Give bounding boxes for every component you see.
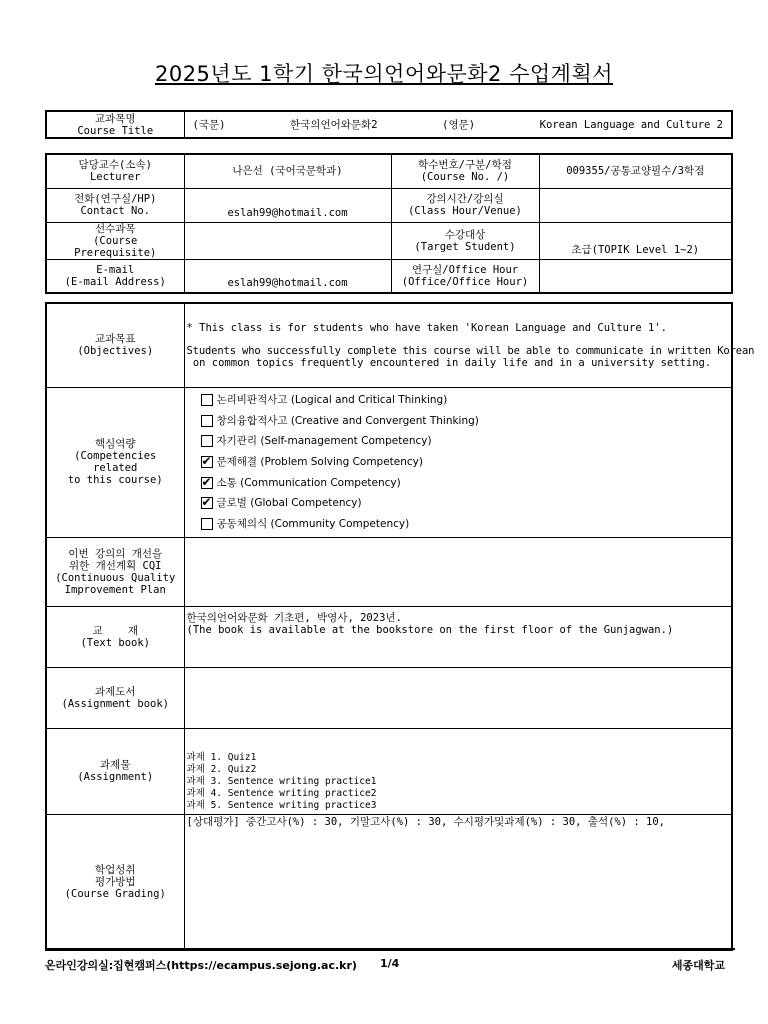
target-label-ko: 수강대상 [444, 228, 486, 241]
contact-value: eslah99@hotmail.com [184, 188, 391, 222]
checkbox[interactable] [201, 518, 213, 530]
competencies-label [46, 387, 184, 537]
assignment-book-content [184, 667, 732, 728]
cqi-content [184, 537, 732, 606]
assignment-item: 과제 5. Sentence writing practice3 [186, 799, 377, 811]
assignment-book-label-ko: 과제도서 [94, 685, 136, 698]
course-no-label [391, 154, 539, 188]
course-no-label-en: (Course No. /) [420, 171, 510, 184]
assignment-label-en: (Assignment) [77, 771, 154, 783]
prereq-value [184, 222, 391, 259]
class-hour-label [391, 188, 539, 222]
grading-content [184, 814, 732, 950]
grading-label-line: (Course Grading) [64, 887, 166, 900]
competency-item[interactable] [185, 472, 732, 493]
assignment-book-label-en: (Assignment book) [61, 697, 169, 710]
assignment-label [46, 728, 184, 814]
cqi-label-line: (Continuous Quality [55, 571, 176, 584]
competency-label: 자기관리 (Self-management Competency) [216, 435, 432, 448]
office-label [391, 259, 539, 293]
grading-text: [상대평가] 중간고사(%) : 30, 기말고사(%) : 30, 수시평가및과제(%) : 30, 출석(%) : 10, [186, 815, 666, 828]
objectives-line: * This class is for students who have taken 'Korean Language and Culture 1'. [186, 322, 667, 334]
lecturer-label [46, 154, 184, 188]
office-label-en: (Office/Office Hour) [401, 275, 529, 288]
cqi-label [46, 537, 184, 606]
office-label-ko: 연구실/Office Hour [411, 263, 519, 276]
assignment-list [184, 728, 732, 814]
cqi-label-line: Improvement Plan [64, 583, 166, 596]
objectives-label-ko: 교과목표 [94, 333, 136, 346]
competency-item[interactable] [185, 514, 732, 535]
checkbox[interactable] [201, 456, 213, 468]
competency-item[interactable] [185, 493, 732, 514]
assignment-book-label [46, 667, 184, 728]
objectives-label-en: (Objectives) [77, 345, 154, 358]
grading-label [46, 814, 184, 950]
syllabus-table [45, 302, 755, 951]
contact-label-en: Contact No. [80, 205, 151, 217]
textbook-line: 한국의언어와문화 기초편, 박영사, 2023년. [186, 611, 402, 624]
textbook-label-ko: 교 재 [92, 624, 139, 637]
textbook-label-en: (Text book) [80, 636, 151, 649]
textbook-line: (The book is available at the bookstore on the first floor of the Gunjagwan.) [186, 623, 674, 636]
contact-label [46, 188, 184, 222]
email-label [46, 259, 184, 293]
prereq-label-ko: 선수과목 [94, 222, 136, 235]
competencies-label-en: to this course) [67, 474, 163, 486]
cqi-label-line: 이번 강의의 개선을 [68, 547, 163, 560]
competencies-list [184, 387, 732, 537]
office-value [539, 259, 732, 293]
kr-course-name: 한국의언어와문화2 [290, 118, 378, 131]
course-no-value: 009355/공통교양필수/3학점 [539, 154, 732, 188]
course-title-label [46, 111, 184, 138]
target-label-en: (Target Student) [414, 240, 516, 253]
competency-label: 문제해결 (Problem Solving Competency) [216, 456, 423, 468]
footer-university: 세종대학교 [671, 959, 725, 972]
lecturer-label-ko: 담당교수(소속) [78, 159, 152, 172]
competency-item[interactable] [185, 410, 732, 431]
checkbox[interactable] [201, 497, 213, 509]
contact-label-ko: 전화(연구실/HP) [74, 193, 157, 205]
grading-label-line: 학업성취 [94, 863, 136, 876]
course-info-table [45, 153, 733, 294]
textbook-label [46, 606, 184, 667]
en-course-name: Korean Language and Culture 2 [539, 118, 723, 131]
competency-label: 소통 (Communication Competency) [216, 476, 401, 489]
page-title: 2025년도 1학기 한국의언어와문화2 수업계획서 [154, 62, 614, 86]
course-no-label-ko: 학수번호/구분/학점 [418, 159, 512, 172]
target-value: 초급(TOPIK Level 1~2) [539, 222, 732, 259]
objectives-content [184, 303, 755, 387]
checkbox[interactable] [201, 477, 213, 489]
textbook-content [184, 606, 732, 667]
competencies-label-en: (Competencies related [74, 450, 157, 474]
course-title-label-en: Course Title [77, 124, 154, 137]
email-label-en: (E-mail Address) [64, 275, 166, 288]
objectives-line: Students who successfully complete this course will be able to communicate in written Korean [186, 345, 755, 357]
class-hour-label-ko: 강의시간/강의실 [426, 193, 504, 205]
course-title-label-ko: 교과목명 [94, 112, 136, 125]
checkbox[interactable] [201, 435, 213, 447]
competency-item[interactable] [185, 431, 732, 452]
cqi-label-line: 위한 개선계획 CQI [69, 559, 162, 572]
target-label [391, 222, 539, 259]
email-label-ko: E-mail [96, 263, 135, 276]
lecturer-label-en: Lecturer [89, 171, 141, 184]
course-title-value [184, 111, 732, 138]
footer-page-number: 1/4 [380, 957, 400, 970]
competency-label: 창의융합적사고 (Creative and Convergent Thinking) [216, 414, 479, 427]
course-title-table [45, 110, 733, 139]
footer [45, 957, 733, 975]
email-value: eslah99@hotmail.com [184, 259, 391, 293]
competency-label: 공동체의식 (Community Competency) [216, 518, 410, 531]
competency-item[interactable] [185, 452, 732, 473]
en-tag: (영문) [442, 118, 476, 131]
footer-divider [45, 948, 735, 950]
competency-item[interactable] [185, 390, 732, 411]
objectives-label [46, 303, 184, 387]
class-hour-label-en: (Class Hour/Venue) [408, 205, 522, 217]
grading-label-line: 평가방법 [94, 875, 136, 888]
checkbox[interactable] [201, 394, 213, 406]
class-hour-value [539, 188, 732, 222]
footer-ecampus-link[interactable]: 온라인강의실:집현캠퍼스(https://ecampus.sejong.ac.kr) [45, 959, 357, 972]
competencies-label-ko: 핵심역량 [94, 438, 136, 450]
assignment-item: 과제 1. Quiz1 [186, 751, 257, 763]
competency-label: 논리비판적사고 (Logical and Critical Thinking) [216, 393, 448, 406]
competency-label: 글로벌 (Global Competency) [216, 497, 362, 510]
assignment-item: 과제 2. Quiz2 [186, 763, 257, 775]
checkbox[interactable] [201, 415, 213, 427]
prereq-label [46, 222, 184, 259]
assignment-item: 과제 3. Sentence writing practice1 [186, 775, 377, 787]
lecturer-value: 나은선 (국어국문학과) [184, 154, 391, 188]
objectives-line: on common topics frequently encountered in daily life and in a university setting. [186, 357, 712, 369]
assignment-item: 과제 4. Sentence writing practice2 [186, 787, 377, 799]
prereq-label-en: (Course Prerequisite) [74, 234, 157, 259]
kr-tag: (국문) [192, 118, 226, 131]
assignment-label-ko: 과제물 [100, 759, 131, 771]
